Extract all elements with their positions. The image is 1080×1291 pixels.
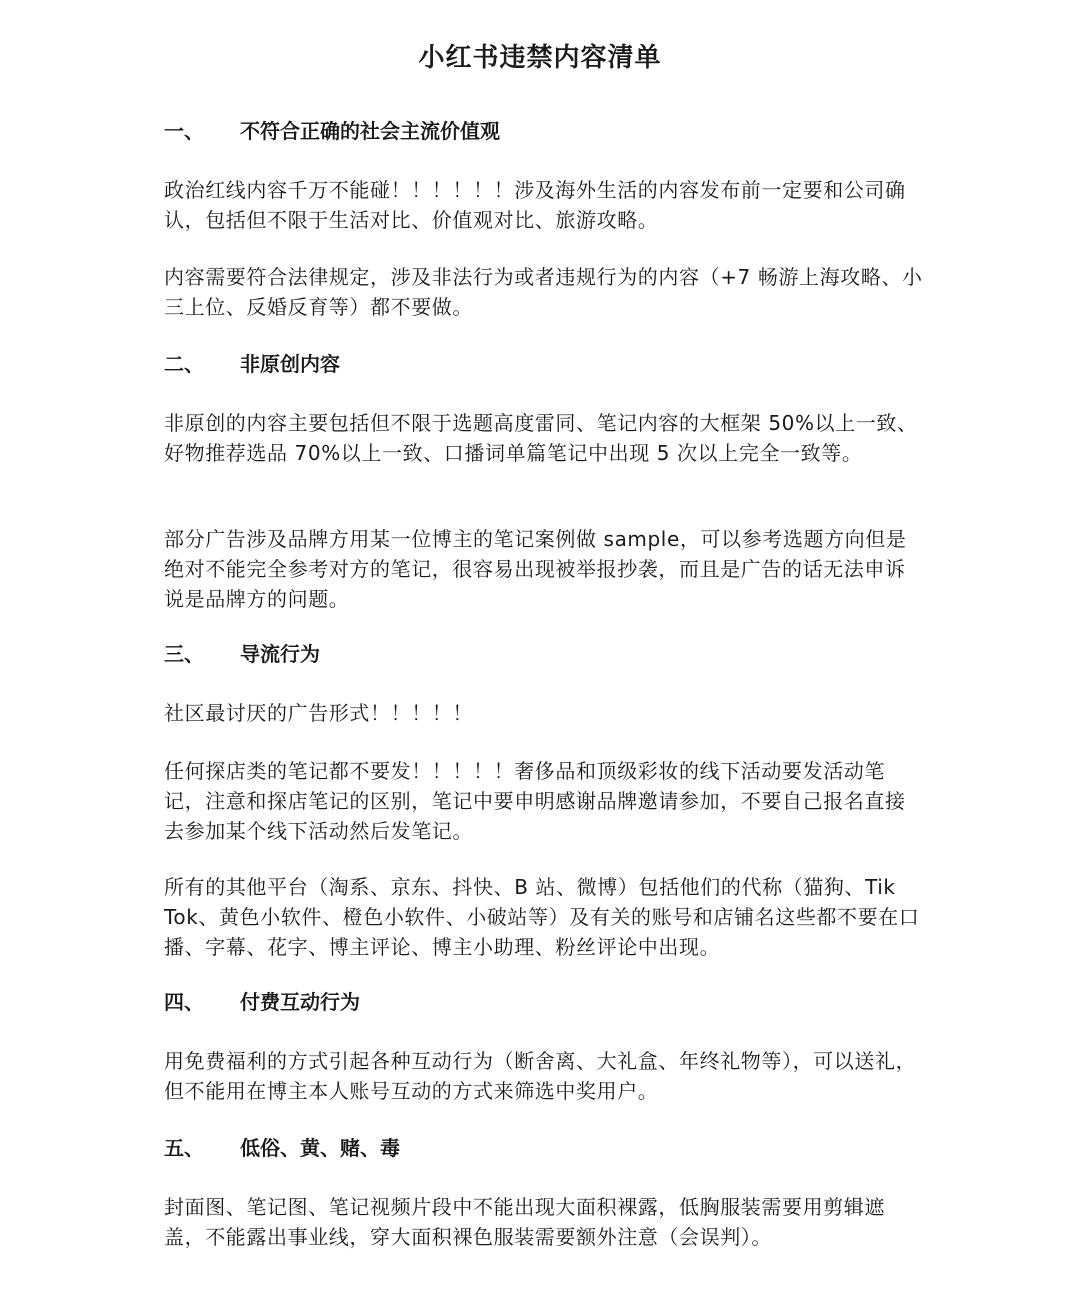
section-heading-1 bbox=[164, 114, 500, 148]
document-title: 小红书违禁内容清单 bbox=[418, 43, 662, 73]
section-title: 非原创内容 bbox=[240, 352, 340, 376]
section-number: 二、 bbox=[164, 352, 204, 376]
section-heading-5 bbox=[164, 1131, 400, 1165]
section-title: 导流行为 bbox=[240, 642, 320, 666]
paragraph: 政治红线内容千万不能碰！！！！！！涉及海外生活的内容发布前一定要和公司确认，包括但不限于生活对比、价值观对比、旅游攻略。 bbox=[164, 178, 906, 232]
section-number: 一、 bbox=[164, 119, 204, 143]
section-number: 五、 bbox=[164, 1136, 204, 1160]
section-title: 付费互动行为 bbox=[240, 990, 360, 1014]
paragraph: 封面图、笔记图、笔记视频片段中不能出现大面积裸露，低胸服装需要用剪辑遮盖，不能露出事业线，穿大面积裸色服装需要额外注意（会误判）。 bbox=[164, 1195, 885, 1249]
section-title: 低俗、黄、赌、毒 bbox=[240, 1136, 400, 1160]
paragraph: 非原创的内容主要包括但不限于选题高度雷同、笔记内容的大框架 50%以上一致、好物推荐选品 70%以上一致、口播词单篇笔记中出现 5 次以上完全一致等。 bbox=[164, 411, 918, 465]
section-heading-4 bbox=[164, 985, 360, 1019]
section-number: 四、 bbox=[164, 990, 204, 1014]
paragraph: 社区最讨厌的广告形式！！！！！ bbox=[164, 701, 473, 725]
paragraph: 部分广告涉及品牌方用某一位博主的笔记案例做 sample，可以参考选题方向但是绝对不能完全参考对方的笔记，很容易出现被举报抄袭，而且是广告的话无法申诉说是品牌方的问题。 bbox=[164, 527, 907, 611]
section-heading-3 bbox=[164, 637, 320, 671]
section-heading-2 bbox=[164, 347, 340, 381]
paragraph: 用免费福利的方式引起各种互动行为（断舍离、大礼盒、年终礼物等），可以送礼，但不能用在博主本人账号互动的方式来筛选中奖用户。 bbox=[164, 1049, 917, 1103]
paragraph: 任何探店类的笔记都不要发！！！！！奢侈品和顶级彩妆的线下活动要发活动笔记，注意和探店笔记的区别，笔记中要申明感谢品牌邀请参加，不要自己报名直接去参加某个线下活动然后发笔记。 bbox=[164, 759, 906, 843]
section-title: 不符合正确的社会主流价值观 bbox=[240, 119, 500, 143]
paragraph: 所有的其他平台（淘系、京东、抖快、B 站、微博）包括他们的代称（猫狗、Tik Tok、黄色小软件、橙色小软件、小破站等）及有关的账号和店铺名这些都不要在口播、字幕、花字、博主评论、博主小助理、粉丝评论中出现。 bbox=[164, 875, 920, 959]
section-number: 三、 bbox=[164, 642, 204, 666]
paragraph: 内容需要符合法律规定，涉及非法行为或者违规行为的内容（+7 畅游上海攻略、小三上位、反婚反育等）都不要做。 bbox=[164, 265, 923, 319]
